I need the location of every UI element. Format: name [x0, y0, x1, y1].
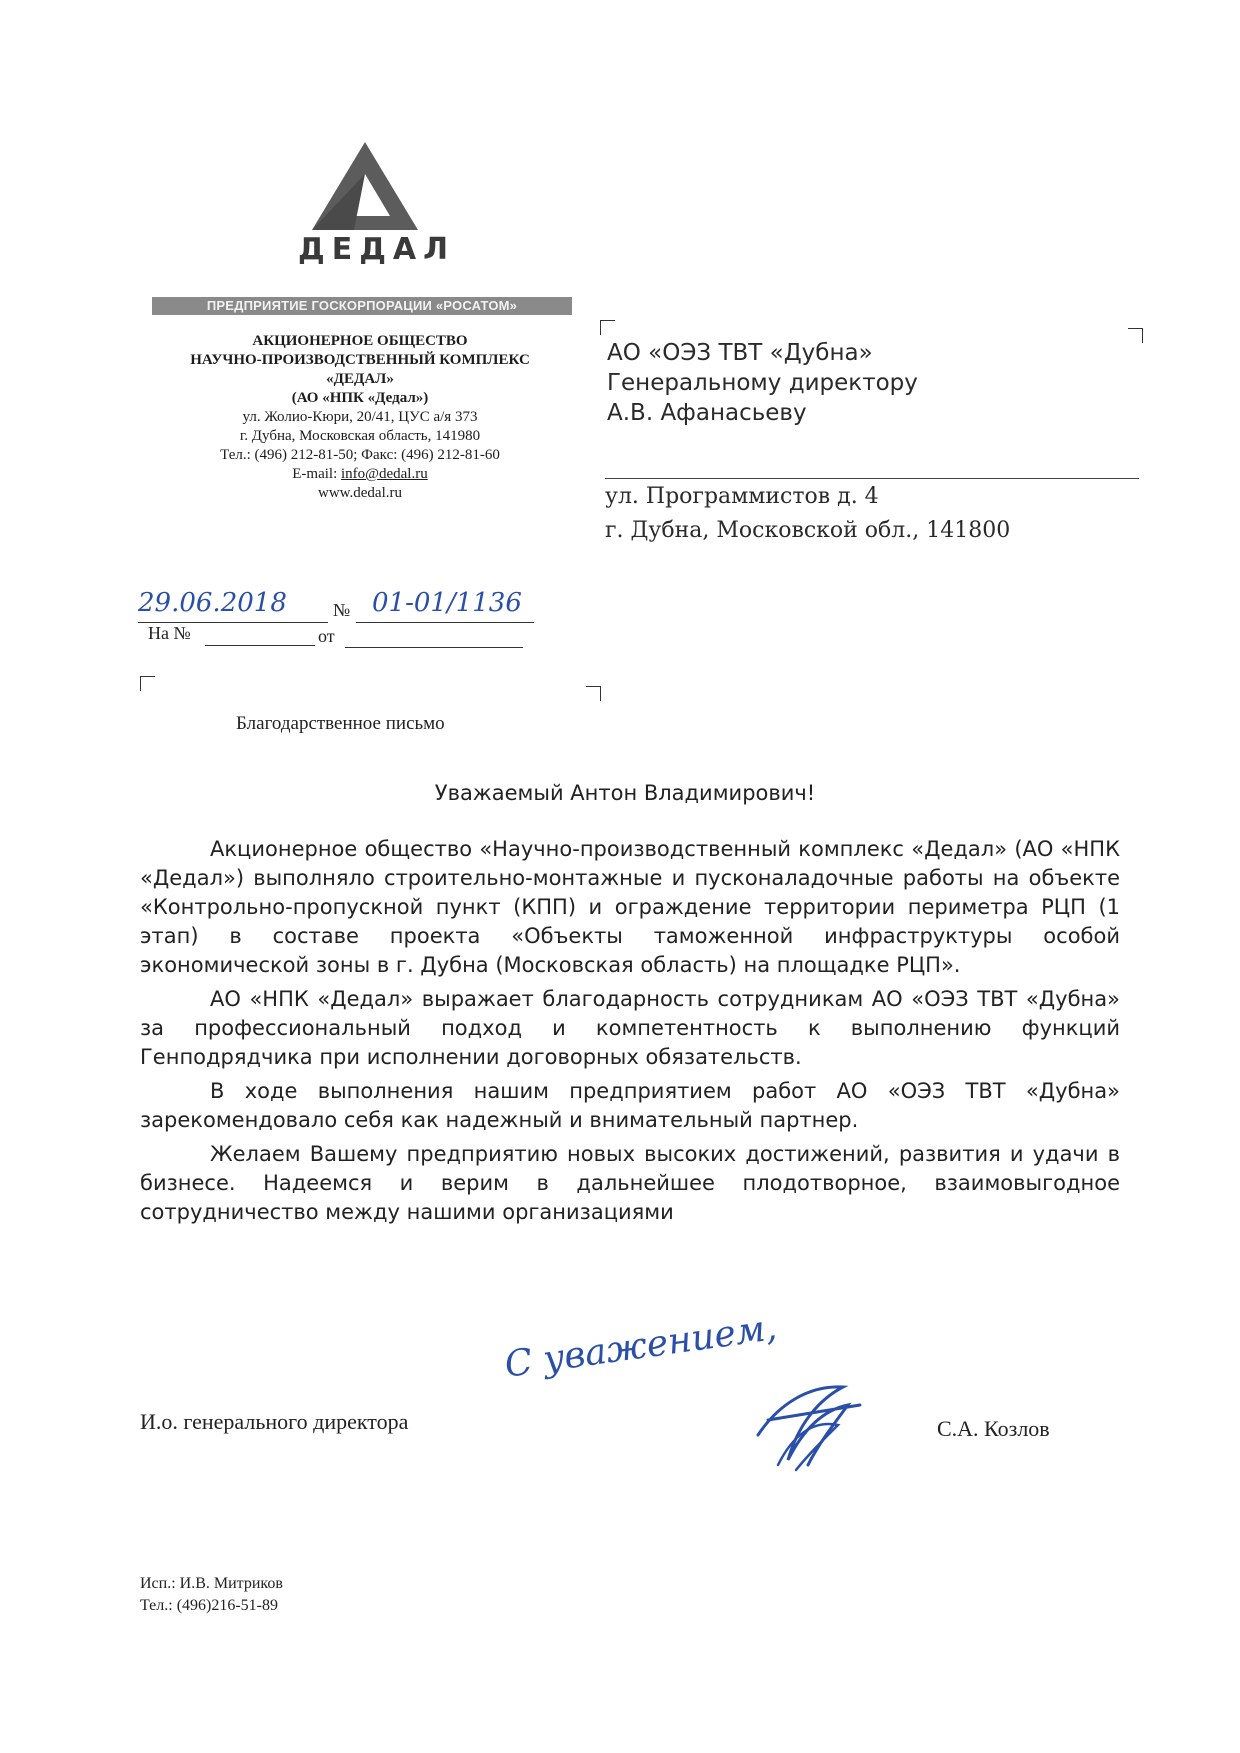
email-label: E-mail: — [292, 466, 342, 482]
rosatom-banner: ПРЕДПРИЯТИЕ ГОСКОРПОРАЦИИ «РОСАТОМ» — [152, 297, 572, 315]
recipient-name: А.В. Афанасьеву — [607, 400, 807, 426]
letter-subject: Благодарственное письмо — [236, 713, 445, 734]
body-paragraph-1: Акционерное общество «Научно-производственный комплекс «Дедал» (АО «НПК «Дедал») выполняло строительно-монтажные и пусконаладочные работы на объекте «Контрольно-пропускной пункт (КПП) и ограждение территории периметра РЦП (1 этап) в составе проекта «Объекты таможенной инфраструктуры особой экономической зоны в г. Дубна (Московская область) на площадке РЦП». — [140, 837, 1120, 977]
sender-block — [140, 332, 580, 503]
org-line-1: АКЦИОНЕРНОЕ ОБЩЕСТВО — [252, 333, 468, 349]
handwritten-date: 29.06.2018 — [138, 588, 287, 618]
body-paragraph-4: Желаем Вашему предприятию новых высоких достижений, развития и удачи в бизнесе. Надеемся и верим в дальнейшее плодотворное, взаимовыгодное сотрудничество между нашими организациями — [140, 1142, 1120, 1224]
dedal-logo-icon — [310, 140, 420, 232]
subject-corner-left — [140, 676, 155, 691]
org-short-name: (АО «НПК «Дедал») — [291, 390, 429, 406]
recipient-city: г. Дубна, Московской обл., 141800 — [605, 518, 1011, 543]
website-link[interactable]: www.dedal.ru — [317, 485, 402, 501]
body-paragraph-3: В ходе выполнения нашим предприятием работ АО «ОЭЗ ТВТ «Дубна» зарекомендовало себя как надежный и внимательный партнер. — [140, 1079, 1120, 1132]
number-underline — [356, 622, 534, 623]
executor-phone: Тел.: (496)216-51-89 — [140, 1597, 279, 1614]
body-paragraph-2: АО «НПК «Дедал» выражает благодарность сотрудникам АО «ОЭЗ ТВТ «Дубна» за профессиональный подход и компетентность к выполнению функций Генподрядчика при исполнении договорных обязательств. — [140, 987, 1120, 1069]
letter-body — [140, 835, 1120, 1232]
recipient-org: АО «ОЭЗ ТВТ «Дубна» — [607, 340, 873, 366]
recipient-position: Генеральному директору — [607, 370, 918, 396]
reference-date-label: от — [318, 626, 335, 646]
recipient-street: ул. Программистов д. 4 — [605, 484, 879, 509]
recipient-corner-left — [600, 320, 615, 335]
handwritten-greeting: С уважением, — [502, 1307, 780, 1386]
subject-corner-right — [586, 686, 601, 701]
sender-email-line — [140, 465, 580, 484]
sender-phone: Тел.: (496) 212-81-50; Факс: (496) 212-81-60 — [220, 447, 500, 463]
reference-date-line — [345, 647, 523, 648]
number-label: № — [333, 600, 351, 620]
executor-name: Исп.: И.В. Митриков — [140, 1575, 283, 1592]
reference-number-line — [205, 645, 315, 646]
sender-address-2: г. Дубна, Московская область, 141980 — [239, 428, 481, 444]
handwritten-number: 01-01/1136 — [372, 588, 522, 618]
recipient-block — [607, 338, 918, 428]
org-line-2: НАУЧНО-ПРОИЗВОДСТВЕННЫЙ КОМПЛЕКС — [190, 352, 530, 368]
sender-address-1: ул. Жолио-Кюри, 20/41, ЦУС а/я 373 — [242, 409, 478, 425]
signature-mark — [748, 1365, 868, 1475]
signatory-position: И.о. генерального директора — [140, 1409, 409, 1434]
salutation: Уважаемый Антон Владимирович! — [434, 781, 816, 805]
email-link[interactable]: info@dedal.ru — [341, 466, 428, 482]
logo-wordmark: ДЕДАЛ — [298, 232, 456, 267]
recipient-corner-right — [1128, 328, 1143, 343]
reference-number-label: На № — [148, 623, 191, 643]
signatory-name: С.А. Козлов — [937, 1416, 1050, 1441]
recipient-address — [605, 478, 1010, 548]
executor-block — [140, 1573, 283, 1617]
org-line-3: «ДЕДАЛ» — [326, 371, 394, 387]
